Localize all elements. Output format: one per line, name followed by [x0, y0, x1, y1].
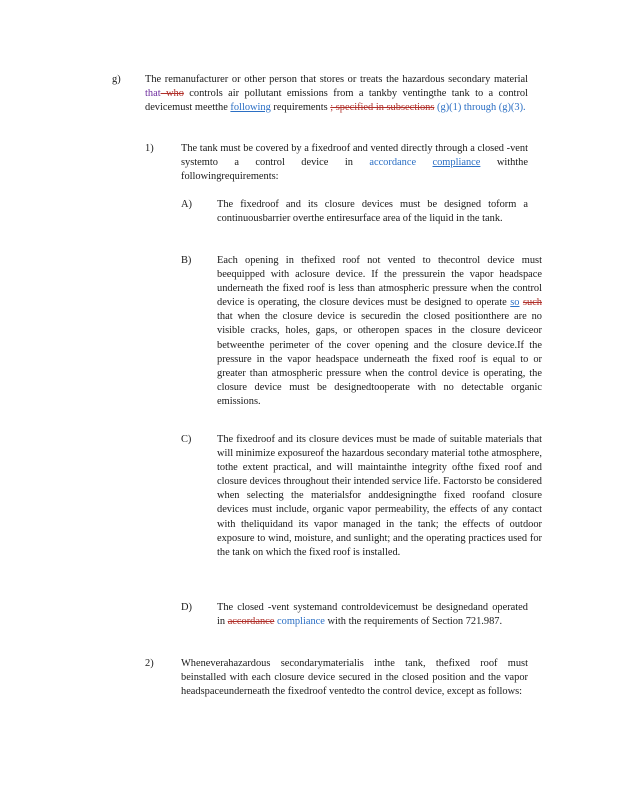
paragraph-a: The fixedroof and its closure devices must be designed toform a continuousbarrier overthe entiresurface area of the liquid in the tank.	[217, 199, 528, 225]
deleted-text-who: who	[160, 88, 184, 100]
deleted-text-such: such	[522, 297, 542, 309]
inserted-text-that: that	[145, 88, 161, 100]
inserted-text-following: following	[230, 102, 271, 114]
paragraph-1-text-2	[416, 157, 432, 168]
inserted-text-compliance: compliance	[432, 157, 481, 169]
paragraph-d	[217, 601, 528, 629]
paragraph-b	[217, 254, 542, 409]
item-label-d: D)	[181, 602, 192, 613]
inserted-text-accordance: accordance	[369, 157, 417, 169]
inserted-text-range: (g)(1) through (g)(3).	[437, 102, 526, 114]
paragraph-g	[145, 73, 528, 115]
item-label-b: B)	[181, 255, 192, 266]
paragraph-1-text-3: withthe followingrequirements:	[181, 157, 528, 183]
paragraph-b-text-1: Each opening in thefixed roof not vented to thecontrol device must beequipped with aclosure device. If the pressurein the vapor headspace underneath the fixed roof is less than atmospheric pressure when the control device is operating, the closure devices must be designed to operate	[217, 255, 542, 309]
paragraph-d-text-3: with the requirements of Section 721.987.	[324, 616, 503, 628]
item-label-c: C)	[181, 434, 192, 445]
paragraph-c: The fixedroof and its closure devices must be made of suitable materials that will minimize exposureof the hazardous secondary material tothe atmosphere, tothe extent practical, and will maintainthe integrity ofthe fixed roof and closure devices throughout their intended service life. Factorsto be considered when selecting the materialsfor anddesigningthe fixed roofand closure devices must include, organic vapor permeability, the effects of any contact with theliquidand its vapor managed in the tank; the effects of outdoor exposure to wind, moisture, and sunlight; and the operating practices used for the tank on which the fixed roof is installed.	[217, 434, 542, 558]
inserted-text-so: so	[510, 297, 520, 309]
inserted-text-compliance-d: compliance	[277, 616, 325, 628]
paragraph-b-text-3: that when the closure device is securedin the closed positionthere are no visible cracks, holes, gaps, or otheropen spaces in the closure deviceor betweenthe perimeter of the cover opening and the closure device.If the pressure in the vapor headspace underneath the fixed roof is equal to or greater than atmospheric pressure when the control device is operating, the closure device must be designedtooperate with no detectable organic emissions.	[217, 311, 542, 407]
paragraph-g-text-3: requirements	[270, 102, 331, 114]
item-label-1: 1)	[145, 143, 154, 154]
paragraph-d-text-1: The closed -vent systemand controldevicemust be designedand operated in	[217, 602, 528, 628]
paragraph-1-text-1: The tank must be covered by a fixedroof and vented directly through a closed -vent systemto a control device in	[181, 143, 528, 169]
paragraph-2: Wheneverahazardous secondarymaterialis inthe tank, thefixed roof must beinstalled with each closure device secured in the closed position and the vapor headspaceunderneath the fixedroof ventedto the control device, except as follows:	[181, 658, 528, 698]
deleted-text-accordance: accordance	[227, 616, 275, 628]
item-label-g: g)	[112, 74, 121, 85]
paragraph-g-text-1: The remanufacturer or other person that stores or treats the hazardous secondary material	[145, 74, 528, 85]
item-label-2: 2)	[145, 658, 154, 669]
paragraph-1	[181, 142, 528, 184]
item-label-a: A)	[181, 199, 192, 210]
paragraph-g-text-2: controls air pollutant emissions from a tankby ventingthe tank to a control devicemust meetthe	[145, 88, 528, 114]
deleted-text-specified: ; specified in subsections	[330, 102, 435, 114]
